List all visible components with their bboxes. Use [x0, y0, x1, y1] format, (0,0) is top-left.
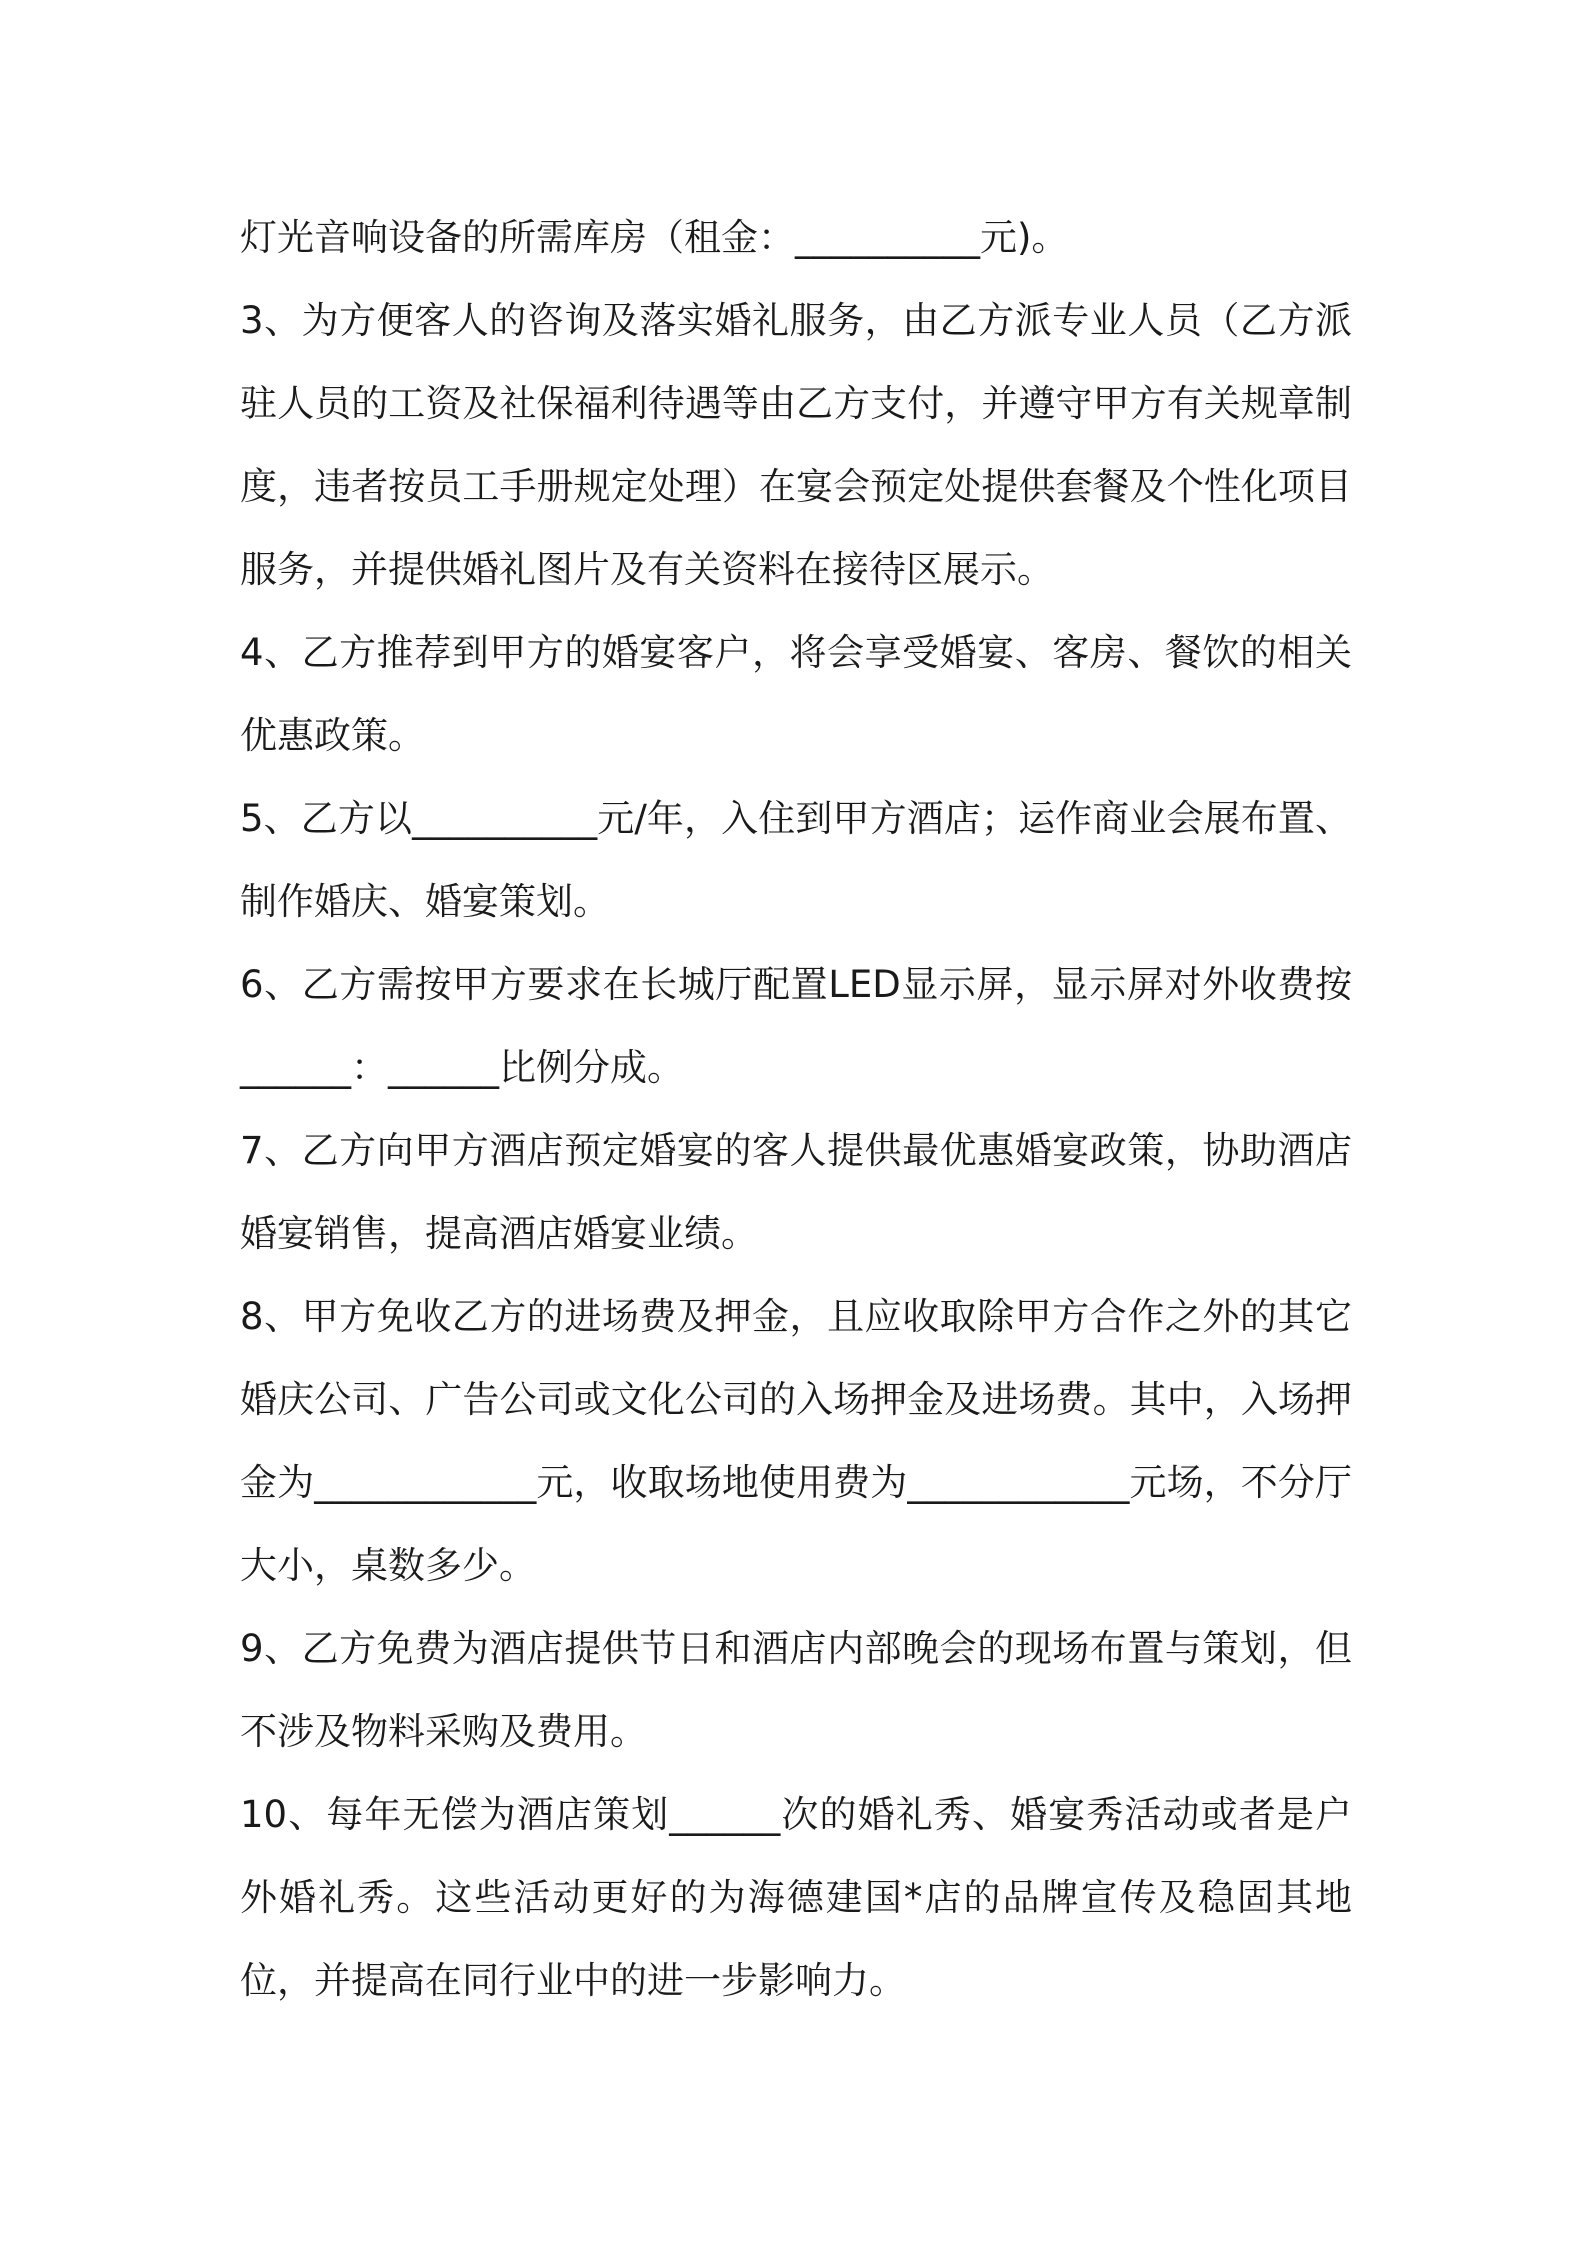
paragraph-clause-4: 4、乙方推荐到甲方的婚宴客户，将会享受婚宴、客房、餐饮的相关优惠政策。 [240, 631, 1352, 757]
paragraph-storage-rent: 灯光音响设备的所需库房（租金：__________元)。 [240, 216, 1069, 259]
paragraph-clause-6: 6、乙方需按甲方要求在长城厅配置LED显示屏，显示屏对外收费按______：______比例分成。 [240, 963, 1352, 1089]
paragraph-clause-8: 8、甲方免收乙方的进场费及押金，且应收取除甲方合作之外的其它婚庆公司、广告公司或文化公司的入场押金及进场费。其中，入场押金为____________元，收取场地使用费为____________元场，不分厅大小，桌数多少。 [240, 1295, 1352, 1587]
contract-text [240, 196, 1352, 2022]
paragraph-clause-9: 9、乙方免费为酒店提供节日和酒店内部晚会的现场布置与策划，但不涉及物料采购及费用。 [240, 1627, 1352, 1753]
paragraph-clause-10: 10、每年无偿为酒店策划______次的婚礼秀、婚宴秀活动或者是户外婚礼秀。这些活动更好的为海德建国*店的品牌宣传及稳固其地位，并提高在同行业中的进一步影响力。 [240, 1793, 1352, 2002]
paragraph-clause-5: 5、乙方以__________元/年，入住到甲方酒店；运作商业会展布置、制作婚庆、婚宴策划。 [240, 797, 1352, 923]
paragraph-clause-3: 3、为方便客人的咨询及落实婚礼服务，由乙方派专业人员（乙方派驻人员的工资及社保福利待遇等由乙方支付，并遵守甲方有关规章制度，违者按员工手册规定处理）在宴会预定处提供套餐及个性化项目服务，并提供婚礼图片及有关资料在接待区展示。 [240, 299, 1352, 591]
paragraph-clause-7: 7、乙方向甲方酒店预定婚宴的客人提供最优惠婚宴政策，协助酒店婚宴销售，提高酒店婚宴业绩。 [240, 1129, 1352, 1255]
